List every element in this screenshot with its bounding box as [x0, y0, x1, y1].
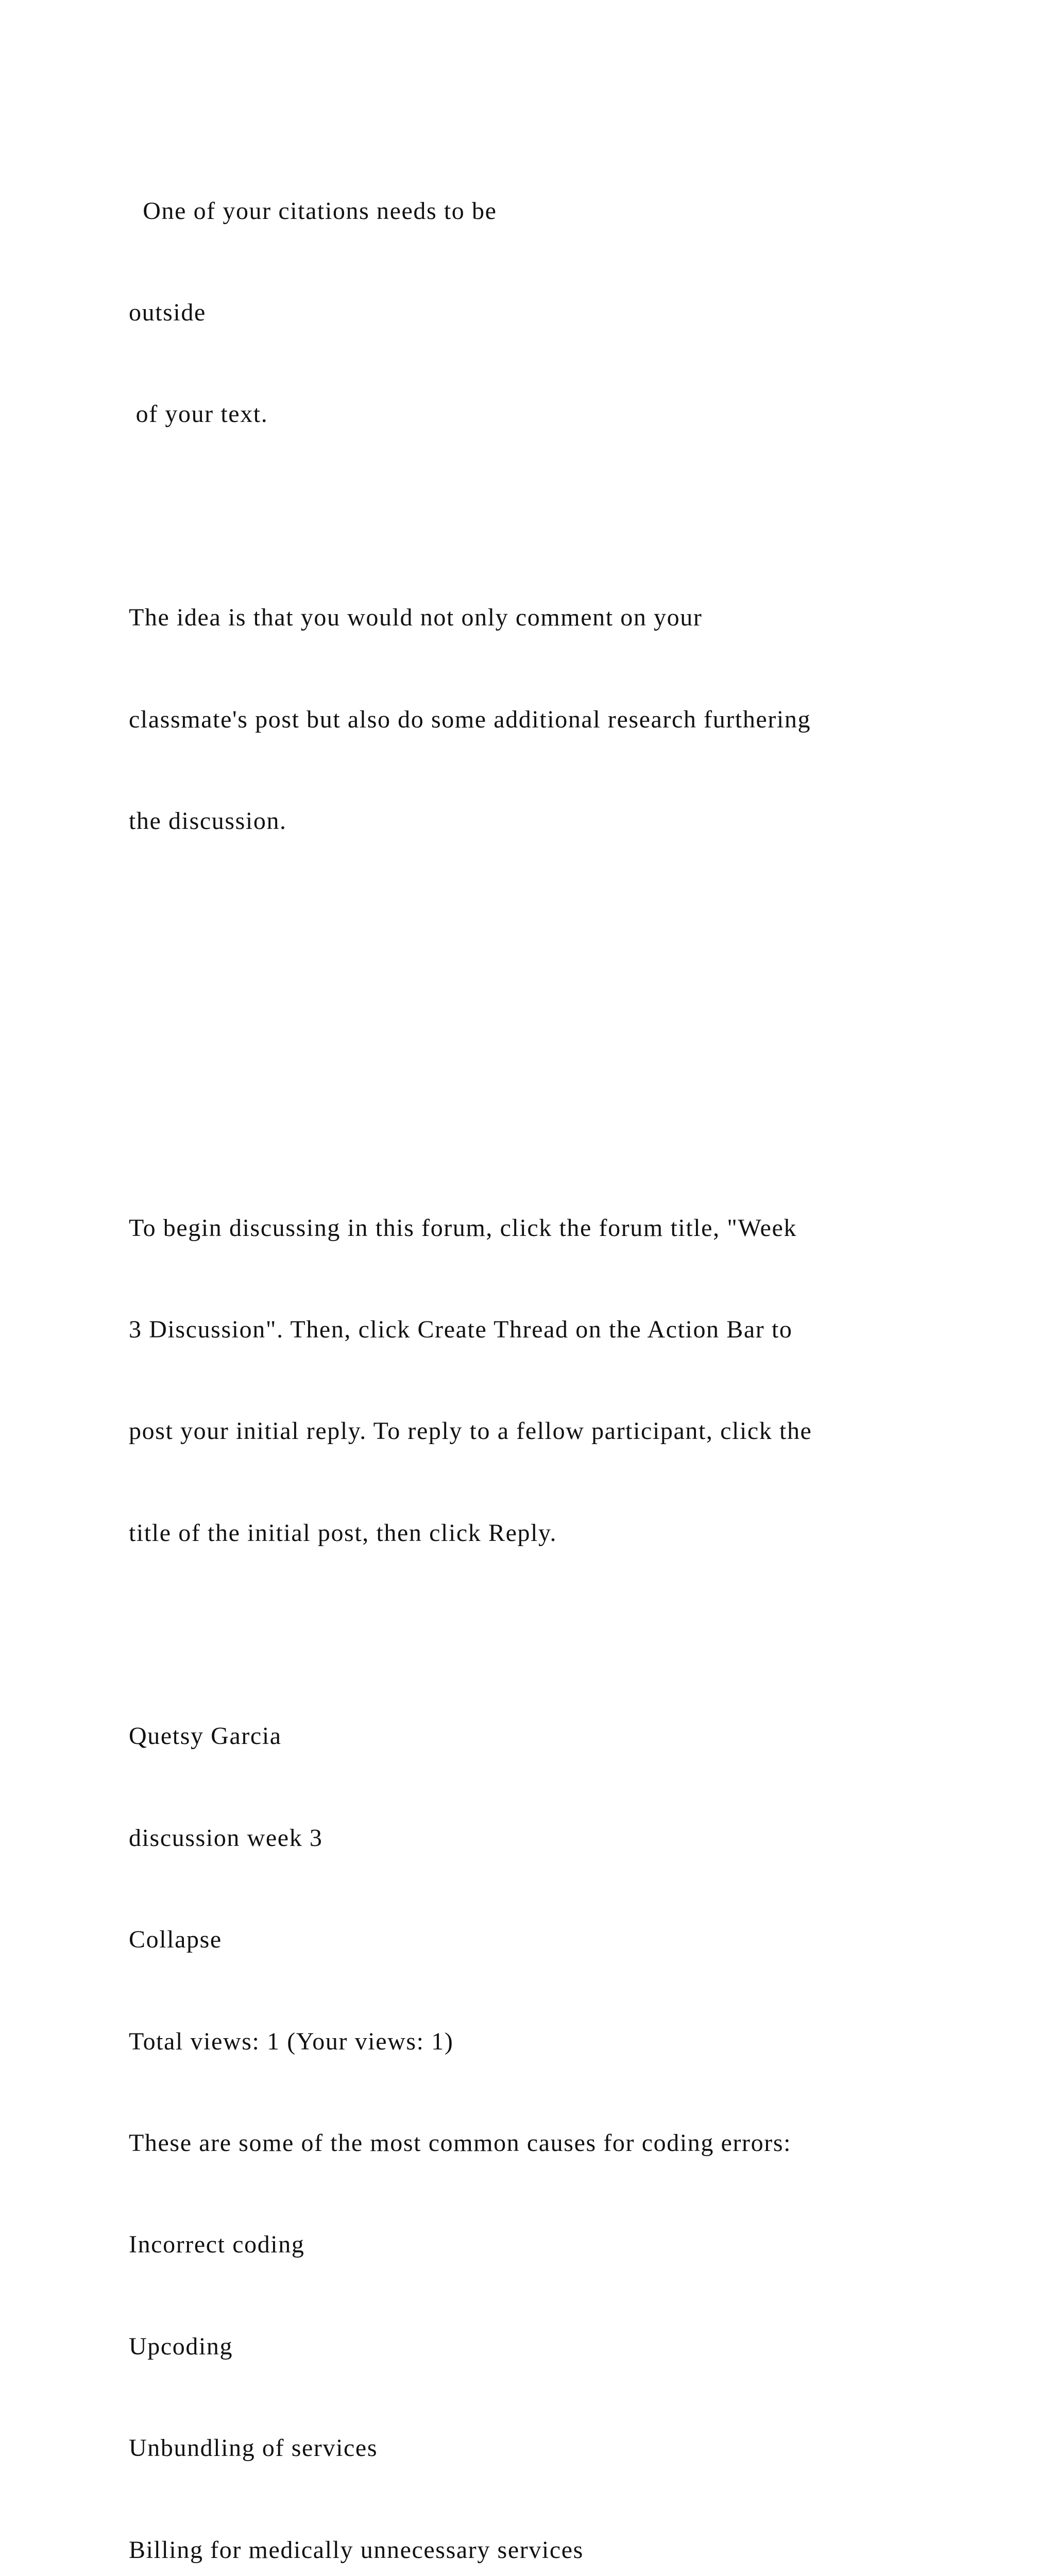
text-line: title of the initial post, then click Reply. [129, 1519, 557, 1547]
post-title: discussion week 3 [129, 1824, 323, 1852]
text-line: the discussion. [129, 807, 287, 835]
blank-line [129, 1109, 1005, 1143]
text-line: outside [129, 298, 206, 326]
text-line: These are some of the most common causes for coding errors: [129, 2129, 792, 2157]
document-body [129, 126, 1005, 2576]
blank-line [129, 1008, 1005, 1042]
text-line: classmate's post but also do some additional research furthering [129, 705, 811, 733]
blank-line [129, 499, 1005, 533]
text-line: of your text. [129, 400, 268, 428]
text-line: 3 Discussion". Then, click Create Thread on the Action Bar to [129, 1315, 793, 1343]
author-name: Quetsy Garcia [129, 1722, 282, 1750]
text-line: To begin discussing in this forum, click the forum title, "Week [129, 1214, 797, 1242]
list-item: Incorrect coding [129, 2231, 305, 2259]
blank-line [129, 1618, 1005, 1652]
collapse-label: Collapse [129, 1926, 222, 1954]
list-item: Upcoding [129, 2332, 233, 2360]
text-line: One of your citations needs to be [129, 197, 497, 225]
blank-line [129, 906, 1005, 940]
list-item: Billing for medically unnecessary services [129, 2536, 584, 2564]
list-item: Unbundling of services [129, 2434, 378, 2462]
text-line: post your initial reply. To reply to a fellow participant, click the [129, 1417, 812, 1445]
text-line: The idea is that you would not only comment on your [129, 604, 703, 632]
views-count: Total views: 1 (Your views: 1) [129, 2027, 454, 2055]
